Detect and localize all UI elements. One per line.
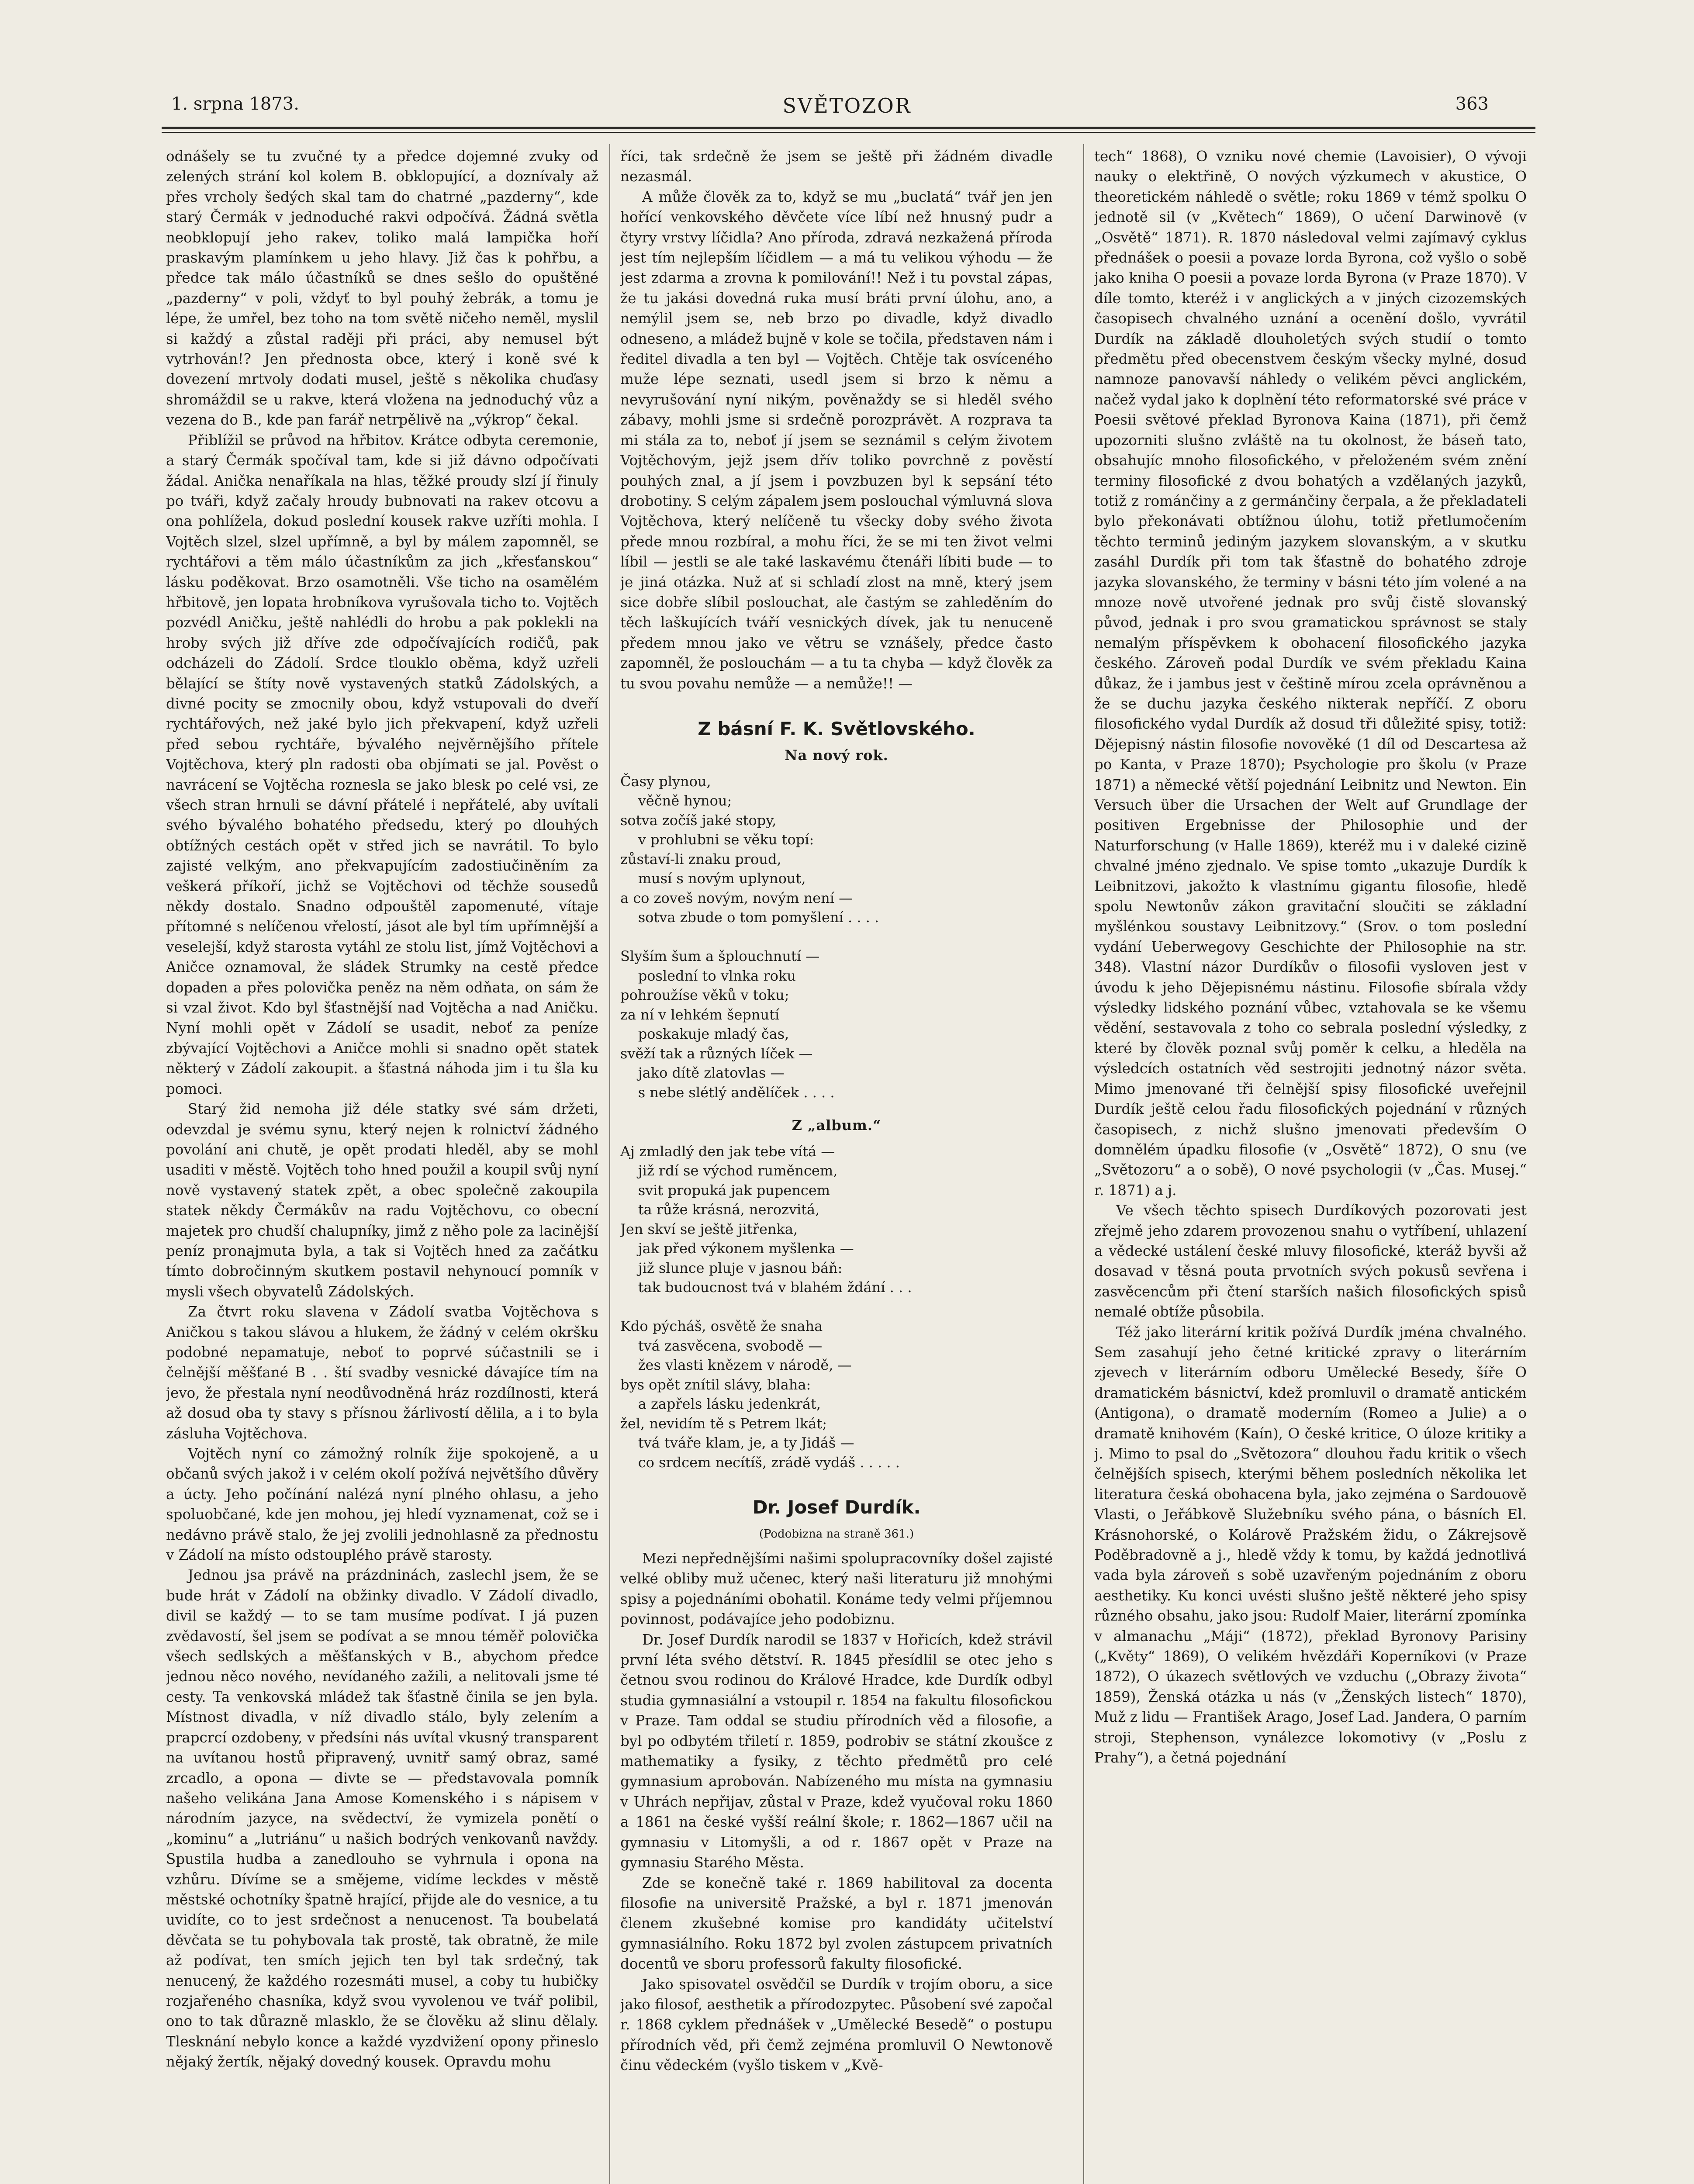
- portrait-note: (Podobizna na straně 361.): [759, 1527, 914, 1541]
- story-paragraph: říci, tak srdečně že jsem se ještě při žádném divadle nezasmál.: [620, 148, 1053, 185]
- issue-date: 1. srpna 1873.: [171, 94, 299, 114]
- poem-line: Slyším šum a šplouchnutí —: [620, 948, 820, 965]
- article-paragraph: Zde se konečně také r. 1869 habilitoval za docenta filosofie na universitě Pražské, a byl r. 1871 jmenován členem zkušebné komise pro kandidáty učitelství gymnasiálního. Roku 1872 byl zvolen zástupcem privatních docentů ve sboru professorů fakulty filosofické.: [620, 1874, 1053, 1973]
- poem-line: sotva zbude o tom pomyšlení . . . .: [620, 909, 879, 926]
- poem-line: žes vlasti knězem v národě, —: [620, 1357, 852, 1374]
- poem-line: v prohlubni se věku topí:: [620, 831, 814, 848]
- poem-line: Časy plynou,: [620, 773, 711, 790]
- story-paragraph: Jednou jsa právě na prázdninách, zaslechl jsem, že se bude hrát v Zádolí na obžinky divadlo. V Zádolí divadlo, divil se každý — to se tam musíme podívat. I já puzen zvědavostí, šel jsem se podívat a se mnou téměř polovička všech sedlských a měšťanských v B., abychom předce jednou něco nového, nevídaného zažili, a nelitovali jsme té cesty. Ta venkovská mládež tak šťastně činila se jen byla. Místnost divadla, v níž divadlo stálo, byly zelením a prapcrcí ozdobeny, v předsíni nás uvítal vkusný transparent na uvítanou hostů připravený, uvnitř samý obraz, samé zrcadlo, a opona — divte se — představovala pomník našeho velikána Jana Amose Komenského i s nápisem v národním jazyce, na svědectví, že vymizela ponětí o „kominu“ a „lutriánu“ u našich bodrých venkovanů navždy. Spustila hudba a zanedlouho se vyhrnula i opona na vzhůru. Dívíme se a smějeme, vidíme leckdes v městě městské ochotníky špatně hrající, přijde ale do vesnice, a tu uvidíte, co to jest srdečnost a nenucenost. Ta boubelatá děvčata se tu pohybovala tak prostě, tak obratně, že mile až podívat, ten smích jejich ten byl tak srdečný, tak nenucený, že každého rozesmáti musel, a coby tu hubičky rozjařeného chasníka, když svou vyvolenou ve tvář polibil, ono to tak důrazně mlasklo, že se člověku až slinu dělaly. Tlesknání nebylo konce a každé vyzdvižení opony přineslo nějaký žertík, nějaký dovedný kousek. Opravdu mohu: [166, 1567, 598, 2070]
- column-divider-1: [609, 144, 610, 2184]
- poem-line: svit propuká jak pupencem: [620, 1182, 830, 1199]
- story-paragraph: Vojtěch nyní co zámožný rolník žije spokojeně, a u občanů svých jakož i v celém okolí požívá největšího důvěry a úcty. Jeho počínání nalézá nyní plného ohlasu, a jeho spoluobčané, kde jen mohou, jej hledí vyznamenat, což se i nedávno právě stalo, že jej zvolili jednohlasně za přednostu v Zádolí na místo odstouplého právě starosty.: [166, 1445, 598, 1564]
- page-number: 363: [1455, 94, 1489, 114]
- story-paragraph: Za čtvrt roku slavena v Zádolí svatba Vojtěchova s Aničkou s takou slávou a hlukem, že žádný v celém okršku podobné nepamatuje, neboť to poprvé súčastnili se i čelnější měšťané B . . ští svadby vesnické dávajíce tím na jevo, že přestala nyní neodůvodněná hráz rozdílnosti, která až dosud oba ty stavy s přísnou žárlivostí dělila, a i to byla zásluha Vojtěchova.: [166, 1303, 598, 1442]
- column-2: [620, 146, 1053, 2184]
- poem-line: co srdcem necítíš, zrádě vydáš . . . . .: [620, 1454, 900, 1471]
- poem-line: zůstaví-li znaku proud,: [620, 850, 781, 867]
- poem-line: [620, 927, 1053, 947]
- poem-line: jak před výkonem myšlenka —: [620, 1240, 854, 1257]
- poem-line: svěží tak a různých líček —: [620, 1045, 813, 1062]
- poem-2-title: Z „album.“: [792, 1117, 882, 1134]
- article-paragraph: Ve všech těchto spisech Durdíkových pozorovati jest zřejmě jeho zdarem provozenou snahu o vytříbení, uhlazení a vědecké ustálení české mluvy filosofické, kteráž byvši až dosavad v těsná pouta prvotních svých pokusů sevřena i zasvěcencům při čtení starších našich filosofických spisů nemalé obtíže působila.: [1094, 1202, 1527, 1320]
- article-paragraph: tech“ 1868), O vzniku nové chemie (Lavoisier), O vývoji nauky o elektřině, O nových výzkumech v akustice, O theoretickém náhledě o světle; roku 1869 v témž spolku O jednotě sil (v „Květech“ 1869), O učení Darwinově (v „Osvětě“ 1871). R. 1870 následoval velmi zajímavý cyklus přednášek o poesii a povaze lorda Byrona, což vyšlo o sobě jako kniha O poesii a povaze lorda Byrona (v Praze 1870). V díle tomto, kteréž i v anglických a v jiných cizozemských časopisech chvalného uznání a ocenění došlo, vyvrátil Durdík na základě dlouholetých svých studií o tomto předmětu před obecenstvem českým všecky mylné, dosud namnoze panovavší náhledy o velikém pěvci anglickém, načež vydal jako k doplnění této reformatorské své práce v Poesii světové překlad Byronova Kaina (1871), při čemž upozorniti slušno zvláště na tu okolnost, že báseň tato, obsahujíc mnoho filosofického, v přeloženém svém znění terminy filosofické z dvou bohatých a vzdělaných jazyků, totiž z románčiny a z germánčiny čerpala, a že překladateli bylo překonávati obtížnou úlohu, totiž přetlumočením těchto terminů jediným jazykem slovanským, a v skutku zasáhl Durdík při tom tak šťastně do bohatého zdroje jazyka slovanského, že terminy v básni této jím volené a na mnoze nově utvořené jednak pro svůj čistě slovanský původ, jednak i pro svou gramatickou správnost se staly nemalým příspěvkem k obohacení filosofického jazyka českého. Zároveň podal Durdík ve svém překladu Kaina důkaz, že i jambus jest v češtině mírou zcela oprávněnou a že se duchu jazyka českého nikterak nepříčí. Z oboru filosofického vydal Durdík až dosud tři důležité spisy, totiž: Dějepisný nástin filosofie novověké (1 díl od Descartesa až po Kanta, v Praze 1870); Psychologie pro školu (v Praze 1871) a německé větší pojednání Leibnitz und Newton. Ein Versuch über die Ursachen der Welt auf Grundlage der positiven Ergebnisse der Philosophie und der Naturforschung (v Halle 1869), kteréž mu i v daleké cizině chvalné jméno zjednalo. Ve spise tomto „ukazuje Durdík k Leibnitzovi, jakožto k vlastnímu gigantu filosofie, hledě spolu Newtonův zákon gravitační sloučiti se základní myšlénkou soustavy Leibnitzovy.“ (Srov. o tom poslední vydání Ueberwegovy Geschichte der Philosophie na str. 348). Vlastní názor Durdíkův o filosofii vysloven jest v úvodu k jeho Dějepisnému nástinu. Filosofie sbírala vždy výsledky lidského poznání vůbec, vztahovala se ke všemu vědění, sestavovala z toho co sebrala poslední výsledky, z které by člověk poznal svůj poměr k celku, a hleděla na výsledcích ostatních věd sestrojiti jednotný názor světa. Mimo jmenované tři čelnější spisy filosofické uveřejnil Durdík ještě celou řadu filosofických pojednání v různých časopisech, z nichž slušno jmenovati především O domnělém úpadku filosofie (v „Osvětě“ 1872), O snu (ve „Světozoru“ a o sobě), O nové psychologii (v „Čas. Musej.“ r. 1871) a j.: [1094, 148, 1527, 1199]
- header-rule-thick: [162, 127, 1535, 129]
- poem-2: [620, 1142, 1053, 1472]
- story-paragraph: Starý žid nemoha již déle statky své sám držeti, odevzdal je svému synu, který nejen k rolnictví žádného povolání ani chutě, je opět prodati hleděl, aby se mohl usaditi v městě. Vojtěch toho hned použil a koupil svůj nyní nově vystavený statek zpět, a obec společně zakoupila statek někdy Čermákův na radu Vojtěchovu, co obecní majetek pro chudší chalupníky, jimž z něho pole za lacinější peníz pronajmuta byla, a tak si Vojtěch hned za začátku tímto dobročinným skutkem postavil nehynoucí pomník v mysli všech obyvatelů Zádolských.: [166, 1101, 598, 1300]
- masthead-title: SVĚTOZOR: [782, 94, 912, 117]
- poem-line: a co zoveš novým, novým není —: [620, 889, 853, 906]
- poem-line: Jen skví se ještě jitřenka,: [620, 1220, 798, 1237]
- poem-line: již slunce pluje v jasnou báň:: [620, 1259, 843, 1276]
- poem-line: poskakuje mladý čas,: [620, 1026, 789, 1043]
- poem-1-title: Na nový rok.: [785, 747, 888, 764]
- poem-line: [620, 1297, 1053, 1317]
- durdik-heading: Dr. Josef Durdík.: [752, 1496, 921, 1518]
- poem-line: tvá zasvěcena, svobodě —: [620, 1337, 823, 1354]
- poem-line: sotva zočíš jaké stopy,: [620, 812, 777, 829]
- column-3: [1094, 146, 1527, 2184]
- poems-heading: Z básní F. K. Světlovského.: [698, 718, 975, 740]
- poem-1: [620, 772, 1053, 1102]
- poem-line: za ní v lehkém šepnutí: [620, 1006, 780, 1023]
- poem-line: bys opět znítil slávy, blaha:: [620, 1376, 811, 1393]
- poem-line: a zapřels lásku jedenkrát,: [620, 1396, 821, 1413]
- poem-line: věčně hynou;: [620, 792, 732, 809]
- story-paragraph: A může člověk za to, když se mu „buclatá“ tvář jen jen hořící venkovského děvčete více líbí než hnusný pudr a čtyry vrstvy líčidla? Ano příroda, zdravá nezkažená příroda jest tím nejlepším líčidlem — a má tu velikou výhodu — že jest zdarma a zrovna k pomilování!! Než i tu povstal zápas, že tu jakási dovedná ruka musí bráti první úlohu, ano, a nemýlil jsem se, neb brzo po divadle, když divadlo odneseno, a mládež bujně v kole se točila, představen nám i ředitel divadla a ten byl — Vojtěch. Chtěje tak osvíceného muže lépe seznati, usedl jsem si brzo k němu a nevyrušování nyní nikým, pověnaždy se si hleděl svého zábavy, mohli jsme si srdečně porozprávět. A rozprava ta mi stála za to, neboť jí jsem se seznámil s celým životem Vojtěchovým, jejž jsem dřív toliko povrchně z pověstí pouhých znal, a jí jsem i povzbuzen byl k sepsání této drobotiny. S celým zápalem jsem poslouchal výmluvná slova Vojtěchova, který nelíčeně tu všecky doby svého života přede mnou rozbíral, a mohu říci, že se mi ten život velmi líbil — jestli se ale také laskavému čtenáři líbiti bude — to je jiná otázka. Nuž ať si schladí zlost na mně, který jsem sice dobře slíbil poslouchat, ale častým se zahleděním do těch laškujících tváří vesnických dívek, jak tu nenuceně předem mnou jako ve větru se vznášely, předce často zapomněl, že poslouchám — a tu ta chyba — když člověk za tu svou povahu nemůže — a nemůže!! —: [620, 188, 1053, 692]
- poem-line: s nebe slétlý andělíček . . . .: [620, 1084, 835, 1101]
- poem-line: tak budoucnost tvá v blahém ždání . . .: [620, 1279, 912, 1296]
- story-paragraph: Přiblížil se průvod na hřbitov. Krátce odbyta ceremonie, a starý Čermák spočíval tam, kde si již dávno odpočívati žádal. Aničkа nenaříkala na hlas, těžké proudy slzí jí řinuly po tváři, když začaly hroudy bubnovati na rakev otcovu a ona pohlížela, dokud poslední kousek rakve uzříti mohla. I Vojtěch slzel, slzel upřímně, a byl by málem zapomněl, se rychtářovi a těm málo účastníkům za jich „křesťanskou“ lásku poděkovat. Brzo osamotněli. Vše ticho na osamělém hřbitově, jen lopata hrobníkova vyrušovala ticho to. Vojtěch pozvédl Aničku, ještě nahlédli do hrobu a pak poklekli na hroby svých již dříve zde odpočívajících rodičů, pak odcházeli do Zádolí. Srdce tlouklo oběma, když uzřeli bělající se štíty nově vystavených statků Zádolských, a divné pocity se zmocnily obou, když vstupovali do dveří rychtářových, než jaké bylo jich překvapení, když uzřeli před sebou rychtáře, bývalého nejvěrnějšího přítele Vojtěchova, který pln radosti oba objímati se jal. Pověst o navrácení se Vojtěcha roznesla se jako blesk po celé vsi, ze všech stran hrnuli se dávní přátelé i nepřátelé, aby uvítali svého bývalého bohatého předsedu, který po dlouhých obtížných cestách opět v střed jich se navrátil. To bylo zajisté velkým, ano překvapujícím zadostiučiněním za veškerá příkoří, jichž se Vojtěchovi od těchže sousedů někdy dostalo. Snadno odpouštěl zapomenuté, vítaje přítomné s nelíčenou vřelostí, jásot ale byl tím upřímnější a veselejší, když starosta vytáhl ze stolu list, jímž Vojtěchovi a Aničce oznamoval, že sládek Strumky na cestě předce dopaden a přes polovička peněz na něm odňata, on sám že si vzal život. Kdo byl šťastnější nad Vojtěcha a nad Aničku. Nyní mohli opět v Zádolí se usadit, neboť za peníze zbývající Vojtěchovi a Aničce mohli si snadno opět statek některý v Zádolí zakoupit. a šťastná náhoda jim i tu šla ku pomoci.: [166, 432, 598, 1097]
- column-divider-2: [1083, 144, 1084, 2184]
- poem-line: poslední to vlnka roku: [620, 967, 796, 984]
- poem-line: Kdo pýcháš, osvětě že snaha: [620, 1318, 823, 1335]
- article-paragraph: Jako spisovatel osvědčil se Durdík v trojím oboru, a sice jako filosof, aesthetik a přírodozpytec. Působení své započal r. 1868 cyklem přednášek v „Umělecké Besedě“ o postupu přírodních věd, při čemž zejména promluvil O Newtonově činu vědeckém (vyšlo tiskem v „Kvě-: [620, 1976, 1053, 2074]
- poem-line: již rdí se východ ruměncem,: [620, 1162, 838, 1179]
- poem-line: ta růže krásná, nerozvitá,: [620, 1201, 820, 1218]
- poem-line: žel, nevidím tě s Petrem lkát;: [620, 1415, 827, 1432]
- poem-line: pohroužíse věků v toku;: [620, 987, 789, 1004]
- article-paragraph: Též jako literární kritik požívá Durdík jména chvalného. Sem zasahují jeho četné kritické zpravy o literárním zjevech v literárním odboru Umělecké Besedy, šíře O dramatickém básnictví, kdež promluvil o dramatě antickém (Antigona), o dramatě moderním (Romeo a Julie) a o dramatě knihovém (Kaín), O české kritice, O úloze kritiky a j. Mimo to psal do „Světozora“ dlouhou řadu kritik o všech čelnějších spisech, kterými během posledních několika let literatura česká obohacena byla, jako zejména o Sardouově Vlasti, o Jeřábkově Služebníku svého pána, o básních El. Krásnohorské, o Kolárově Pražském židu, o Zákrejsově Poděbradovně a j., hledě vždy k tomu, by každá jednotlivá vada byla zároveň s sobě uzavřeným pojednáním z oboru aesthetiky. Ku konci uvésti slušno ještě některé jeho spisy různého obsahu, jako jsou: Rudolf Maier, literární zpomínka v almanachu „Máji“ (1872), překlad Byronovy Parisiny („Květy“ 1869), O velikém hvězdáři Koperníkovi (v Praze 1872), O úkazech světlových ve vzduchu („Obrazy života“ 1859), Ženská otázka u nás (v „Ženských listech“ 1870), Muž z lidu — František Arago, Josef Lad. Jandera, O parním stroji, Stephenson, vynálezce lokomotivy (v „Poslu z Prahy“), a četná pojednání: [1094, 1324, 1527, 1766]
- article-paragraph: Mezi nepřednějšími našimi spolupracovníky došel zajisté velké obliby muž učenec, který naši literaturu již mnohými spisy a pojednáními obohatil. Konáme tedy velmi příjemnou povinnost, podávajíce jeho podobiznu.: [620, 1550, 1053, 1628]
- poem-line: jako dítě zlatovlas —: [620, 1064, 785, 1082]
- poem-line: Aj zmladlý den jak tebe vítá —: [620, 1143, 835, 1160]
- poem-line: tvá tváře klam, je, a ty Jidáš —: [620, 1434, 854, 1451]
- poem-line: musí s novým uplynout,: [620, 870, 806, 887]
- story-paragraph: odnášely se tu zvučné ty a předce dojemné zvuky od zelených strání kol kolem B. obklopující, a doznívaly až přes vrcholy šedých skal tam do chatrné „pazderny“, kde starý Čermák v jednoduché rakvi odpočívá. Žádná světla neobklopují jeho rakev, toliko malá lampička hoří praskavým plamínkem u jeho hlavy. Již čas k pohřbu, a předce tak málo účastníků se dnes sešlo do opuštěné „pazderny“ v poli, vždyť to byl pouhý žebrák, a tomu je lépe, že umřel, bez toho na tom světě ničeho neměl, myslil si každý a zůstal raději při práci, aby nemusel být vytrhován!? Jen přednosta obce, který i koně své k dovezení mrtvoly dodati musel, ještě s několika chuďasy shromáždil se u rakve, která vložena na jednoduchý vůz a vezena do B., kde pan farář netrpělivě na „výkrop“ čekal.: [166, 148, 598, 429]
- column-1: [166, 146, 598, 2184]
- article-paragraph: Dr. Josef Durdík narodil se 1837 v Hořicích, kdež strávil první léta svého dětství. R. 1845 přesídlil se otec jeho s četnou svou rodinou do Králové Hradce, kde Durdík odbyl studia gymnasiální a vstoupil r. 1854 na fakultu filosofickou v Praze. Tam oddal se studiu přírodních věd a filosofie, a byl po odbytém třiletí r. 1859, podrobiv se státní zkoušce z mathematiky a fysiky, z těchto předmětů pro celé gymnasium aprobován. Nabízeného mu místa na gymnasiu v Uhrách nepřijav, zůstal v Praze, kdež vyučoval roku 1860 a 1861 na české vyšší reální škole; r. 1862—1867 učil na gymnasiu v Litomyšli, a od r. 1867 opět v Praze na gymnasiu Starého Města.: [620, 1631, 1053, 1871]
- header-rule-thin: [162, 132, 1535, 133]
